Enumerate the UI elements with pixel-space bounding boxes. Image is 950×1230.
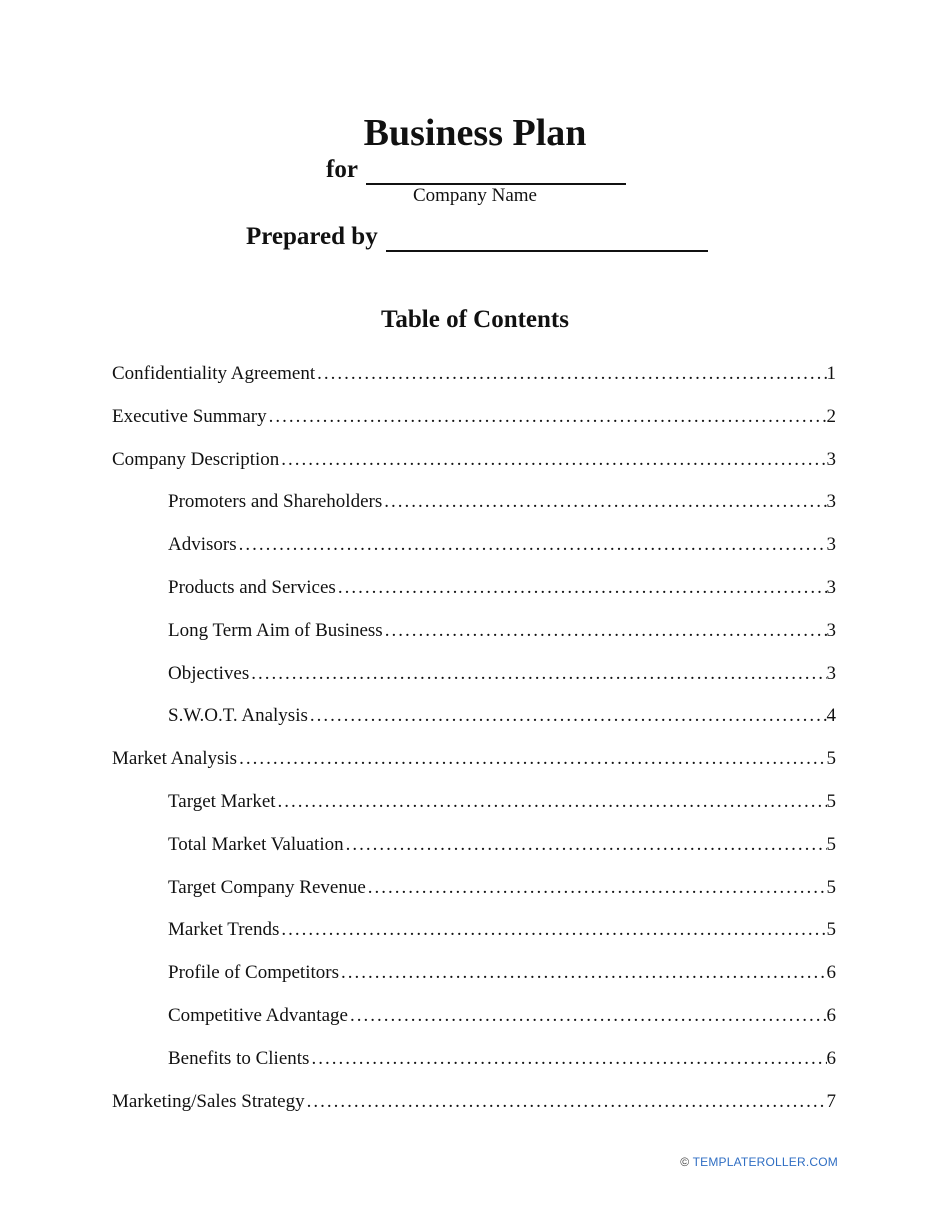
toc-leader-dots [279,448,826,472]
toc-leader-dots [366,876,827,900]
toc-leader-dots [305,1090,827,1114]
toc-entry-page: 2 [826,405,836,427]
toc-leader-dots [276,790,827,814]
toc-leader-dots [339,961,827,985]
toc-entry[interactable] [168,644,836,686]
toc-entry[interactable] [168,986,836,1028]
toc-entry-label: Confidentiality Agreement [112,363,316,384]
toc-entry[interactable] [168,1029,836,1071]
toc-entry-label: Competitive Advantage [168,1005,348,1026]
toc-entry[interactable] [168,686,836,728]
toc-leader-dots [237,747,826,771]
toc-entry[interactable] [168,900,836,942]
toc-leader-dots [344,833,827,857]
toc-heading: Table of Contents [381,306,569,333]
toc-entry-label: Total Market Valuation [168,833,344,855]
toc-entry-label: Products and Services [168,577,336,598]
toc-entry[interactable] [112,1072,836,1114]
toc-entry-label: Promoters and Shareholders [168,491,383,513]
toc-entry-label: Benefits to Clients [168,1047,310,1069]
copyright-symbol: © [680,1155,690,1169]
toc-entry[interactable] [112,387,836,429]
toc-entry-label: S.W.O.T. Analysis [168,705,308,727]
toc-entry-label: Marketing/Sales Strategy [112,1090,305,1112]
footer-brand-link[interactable]: TEMPLATEROLLER.COM [692,1155,838,1169]
toc-entry-page: 6 [826,1005,836,1026]
toc-entry-page: 5 [826,833,836,855]
toc-entry[interactable] [168,601,836,643]
toc-entry-label: Executive Summary [112,405,267,427]
toc-entry[interactable] [168,815,836,857]
toc-entry-label: Advisors [168,534,237,556]
toc-leader-dots [267,405,827,429]
toc-entry-page: 4 [826,705,836,727]
toc-entry-page: 1 [826,363,836,384]
toc-entry[interactable] [112,729,836,771]
for-label: for [326,156,358,183]
toc-leader-dots [237,533,827,557]
toc-leader-dots [348,1004,827,1028]
toc-entry[interactable] [168,943,836,985]
toc-entry-page: 3 [826,534,836,556]
toc-entry-page: 5 [826,748,836,770]
toc-entry-page: 6 [826,962,836,984]
toc-entry-label: Long Term Aim of Business [168,619,383,641]
toc-leader-dots [308,704,827,728]
toc-entry-page: 7 [826,1090,836,1112]
toc-entry[interactable] [168,858,836,900]
toc-leader-dots [315,362,826,386]
toc-entry-label: Profile of Competitors [168,962,339,984]
company-name-caption: Company Name [412,185,537,206]
toc-leader-dots [309,1047,826,1071]
document-title: Business Plan [363,112,587,154]
toc-leader-dots [382,490,826,514]
toc-entry-page: 5 [826,919,836,941]
company-name-blank [366,159,626,185]
toc-entry[interactable] [168,772,836,814]
toc-leader-dots [383,619,827,643]
toc-entry[interactable] [168,472,836,514]
toc-entry[interactable] [168,558,836,600]
toc-leader-dots [249,662,826,686]
toc-entry-label: Objectives [168,662,250,684]
toc-entry-label: Market Trends [168,919,280,941]
toc-entry-label: Target Company Revenue [168,876,366,898]
toc-entry-page: 3 [826,491,836,513]
toc-entry-page: 3 [826,448,836,470]
toc-entry-label: Target Market [168,791,276,812]
toc-entry-page: 3 [826,577,836,598]
toc-entry[interactable] [112,344,836,386]
toc-entry-page: 6 [826,1047,836,1069]
toc-entry-page: 5 [826,791,836,812]
footer-watermark [680,1155,838,1169]
toc-leader-dots [279,918,826,942]
toc-entry-page: 3 [826,662,836,684]
toc-entry-label: Market Analysis [112,748,238,770]
toc-entry[interactable] [168,515,836,557]
toc-leader-dots [336,576,827,600]
toc-entry-page: 5 [826,876,836,898]
toc-entry-page: 3 [826,619,836,641]
for-line [326,155,626,185]
prepared-by-blank [386,226,708,252]
prepared-by-line [246,222,708,252]
toc-entry[interactable] [112,430,836,472]
prepared-by-label: Prepared by [246,223,378,250]
toc-entry-label: Company Description [112,448,280,470]
